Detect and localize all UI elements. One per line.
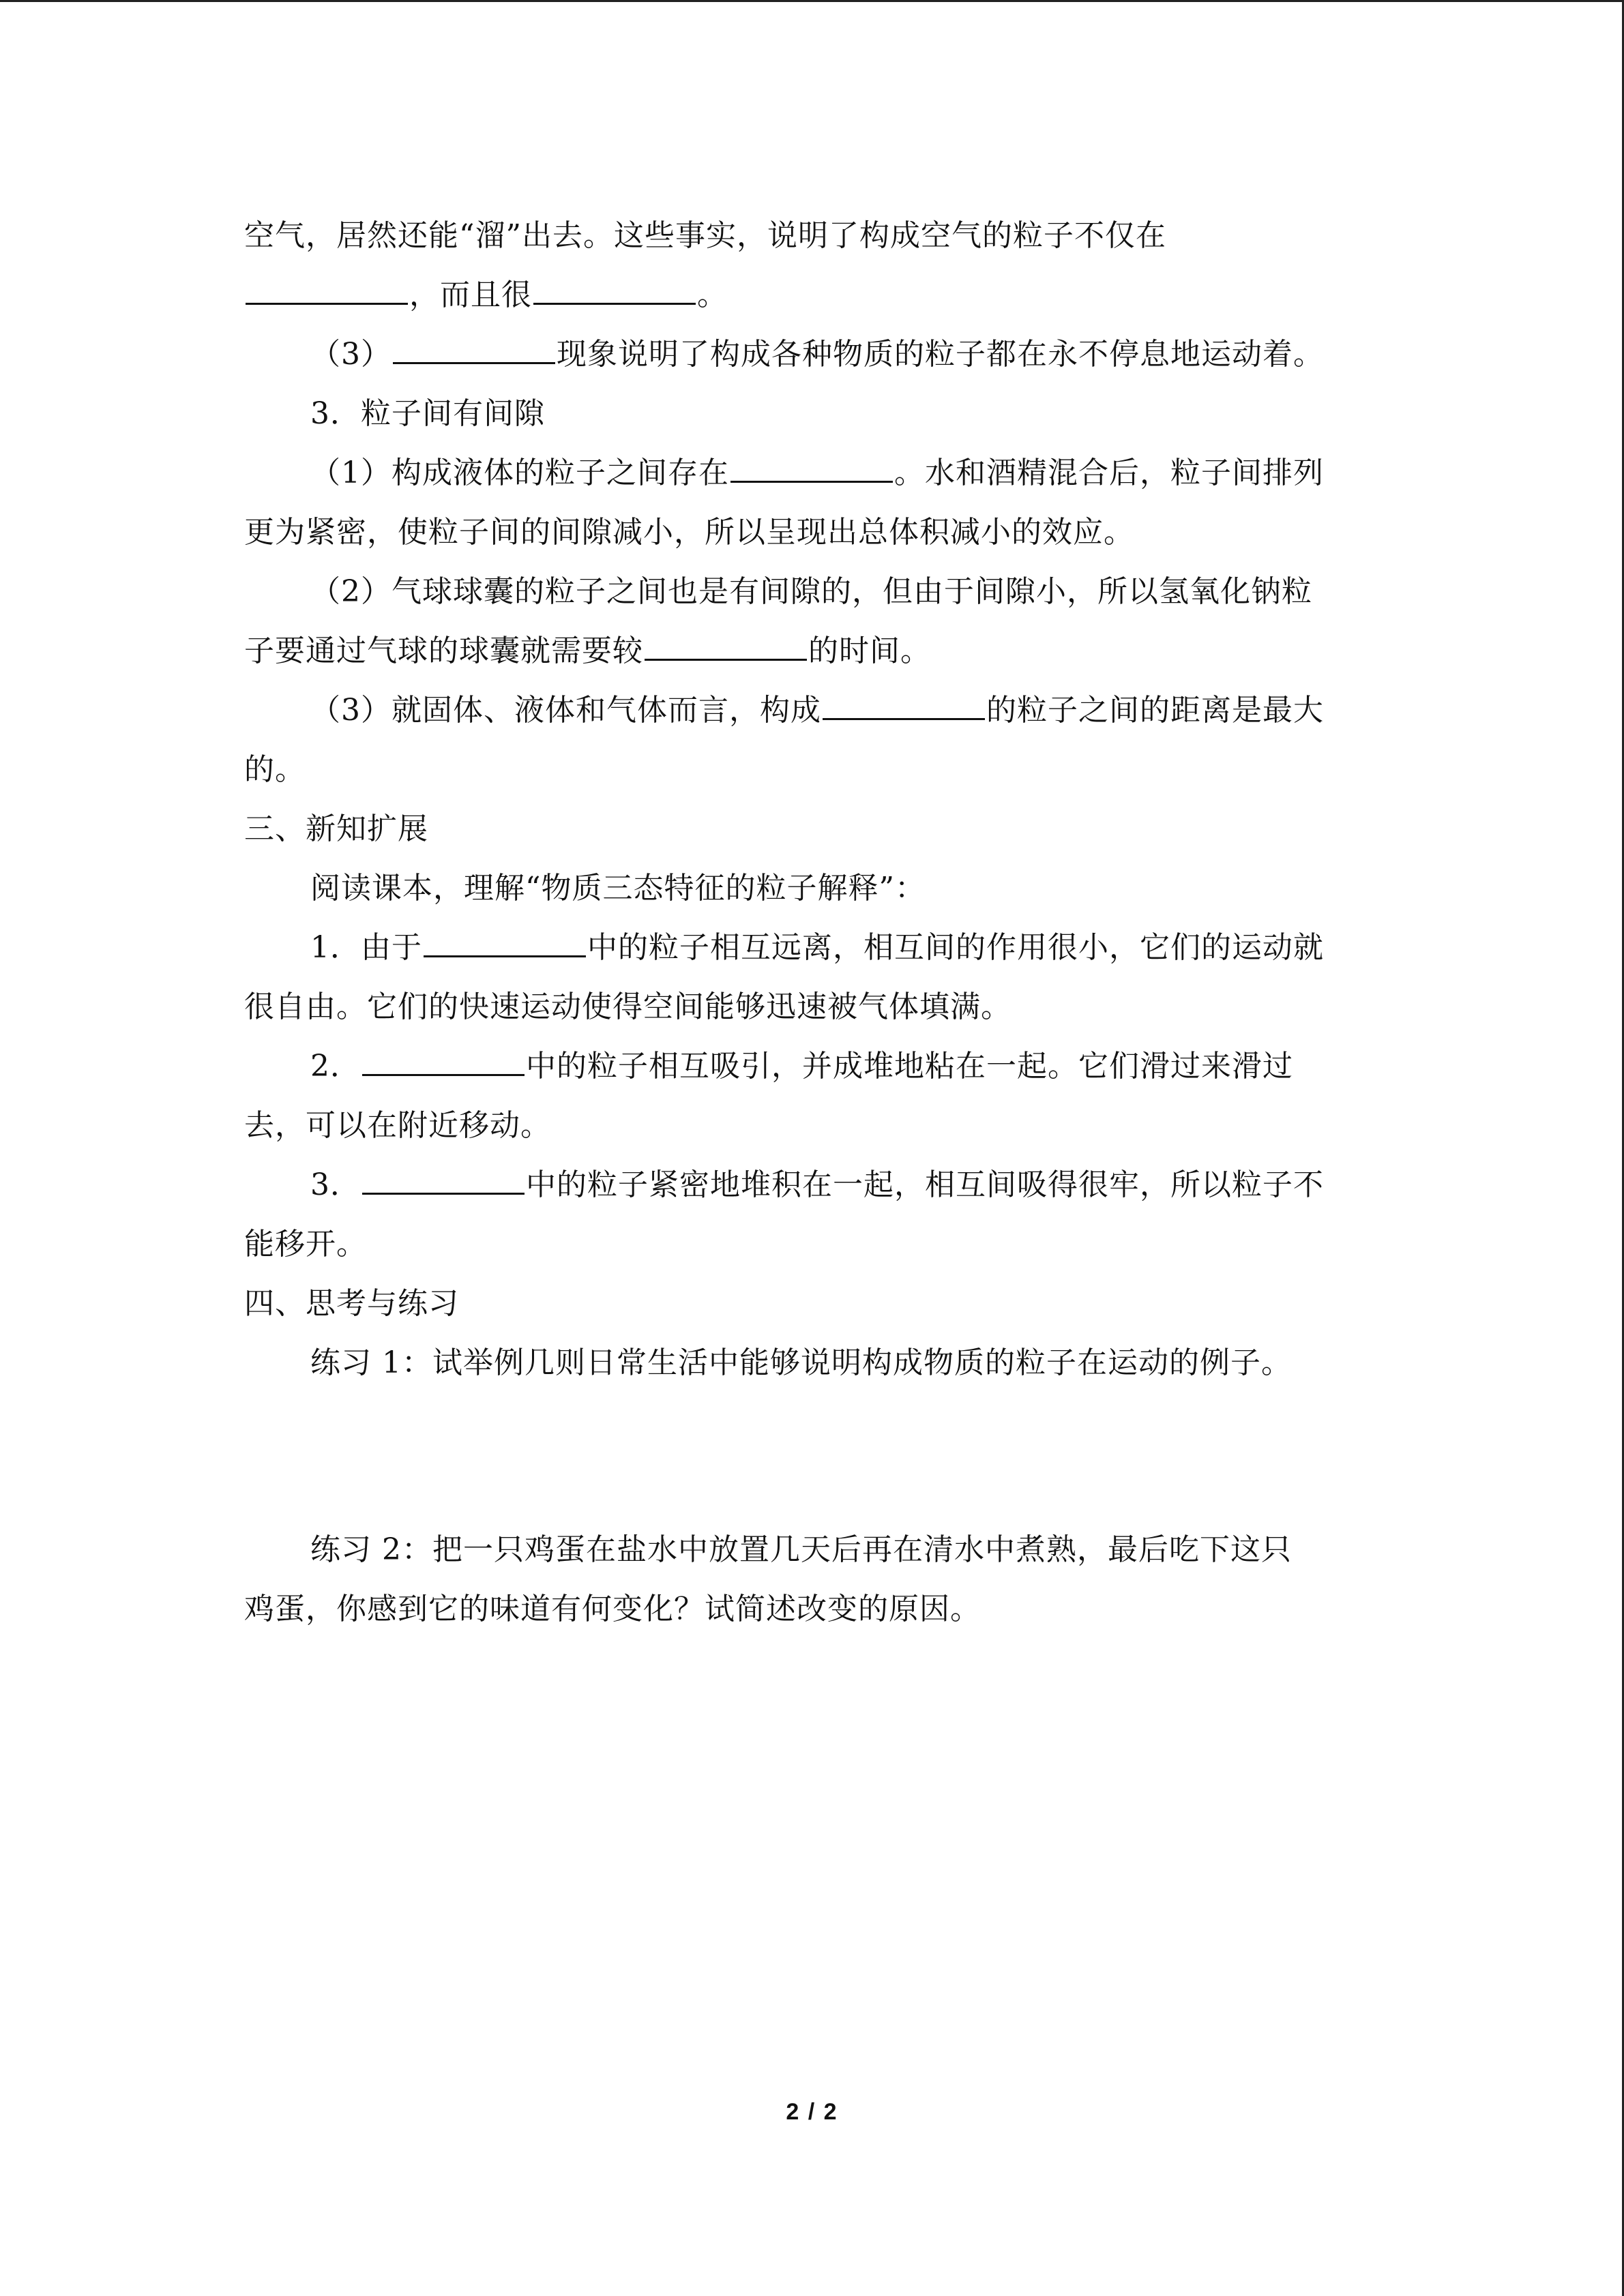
text-run: 阅读课本，理解“物质三态特征的粒子解释”： [310,871,926,906]
page-number: 2 / 2 [786,2099,838,2125]
text-run: 。 [697,278,728,312]
text-run: 的粒子之间的距离是最大 [986,693,1324,728]
text-run: ，而且很 [409,278,532,312]
fill-in-blank[interactable] [246,269,408,305]
section-heading [244,799,1379,859]
paragraph-line [244,621,1379,681]
paragraph-line [244,859,1379,918]
paragraph-line [244,1037,1379,1096]
text-run: （1）构成液体的粒子之间存在 [310,456,729,490]
fill-in-blank[interactable] [730,447,893,483]
text-run: 很自由。它们的快速运动使得空间能够迅速被气体填满。 [244,989,1012,1024]
fill-in-blank[interactable] [424,921,586,957]
text-run: 三、新知扩展 [244,811,428,846]
fill-in-blank[interactable] [362,1159,525,1195]
text-run: 中的粒子相互远离，相互间的作用很小，它们的运动就 [587,930,1324,965]
paragraph-line [244,1096,1379,1155]
paragraph-line [244,503,1379,562]
section-heading [244,1274,1379,1333]
text-run: 的时间。 [808,633,931,668]
text-run: 3． [310,1167,361,1202]
text-run: 练习 2：把一只鸡蛋在盐水中放置几天后再在清水中煮熟，最后吃下这只 [310,1532,1292,1567]
paragraph-line [244,977,1379,1037]
paragraph-line [244,1155,1379,1214]
text-run: 3．粒子间有间隙 [310,396,545,431]
text-run: 的。 [244,752,306,787]
text-run: 四、思考与练习 [244,1286,459,1321]
paragraph-line [244,1214,1379,1274]
page-border-top [0,0,1624,2]
paragraph-line [244,325,1379,384]
text-run: 更为紧密，使粒子间的间隙减小，所以呈现出总体积减小的效应。 [244,515,1134,550]
paragraph-line [244,562,1379,621]
paragraph-line [244,740,1379,799]
text-run: 鸡蛋，你感到它的味道有何变化？试简述改变的原因。 [244,1592,981,1626]
paragraph-line [244,918,1379,977]
text-run: 中的粒子相互吸引，并成堆地粘在一起。它们滑过来滑过 [526,1049,1293,1084]
text-run: 现象说明了构成各种物质的粒子都在永不停息地运动着。 [557,337,1324,372]
paragraph-line [244,1579,1379,1639]
text-run: （3） [310,337,392,372]
fill-in-blank[interactable] [645,625,807,661]
document-body [244,206,1379,1639]
text-run: 空气，居然还能“溜”出去。这些事实，说明了构成空气的粒子不仅在 [244,218,1166,253]
paragraph-line [244,265,1379,325]
text-run: 去，可以在附近移动。 [244,1108,551,1143]
paragraph-line [244,681,1379,740]
text-run: 。水和酒精混合后，粒子间排列 [894,456,1324,490]
fill-in-blank[interactable] [533,269,696,305]
paragraph-line [244,206,1379,265]
answer-space[interactable] [244,1392,1379,1520]
fill-in-blank[interactable] [393,328,555,364]
text-run: 能移开。 [244,1227,367,1262]
paragraph-line [244,443,1379,503]
fill-in-blank[interactable] [362,1040,525,1076]
exercise-1-prompt [244,1333,1379,1392]
exercise-2-prompt [244,1520,1379,1579]
text-run: 1．由于 [310,930,422,965]
text-run: 子要通过气球的球囊就需要较 [244,633,643,668]
text-run: 中的粒子紧密地堆积在一起，相互间吸得很牢，所以粒子不 [526,1167,1324,1202]
text-run: 练习 1：试举例几则日常生活中能够说明构成物质的粒子在运动的例子。 [310,1345,1292,1380]
text-run: 2． [310,1049,361,1084]
section-heading [244,384,1379,443]
fill-in-blank[interactable] [823,684,985,720]
text-run: （2）气球球囊的粒子之间也是有间隙的，但由于间隙小，所以氢氧化钠粒 [310,574,1312,609]
text-run: （3）就固体、液体和气体而言，构成 [310,693,821,728]
